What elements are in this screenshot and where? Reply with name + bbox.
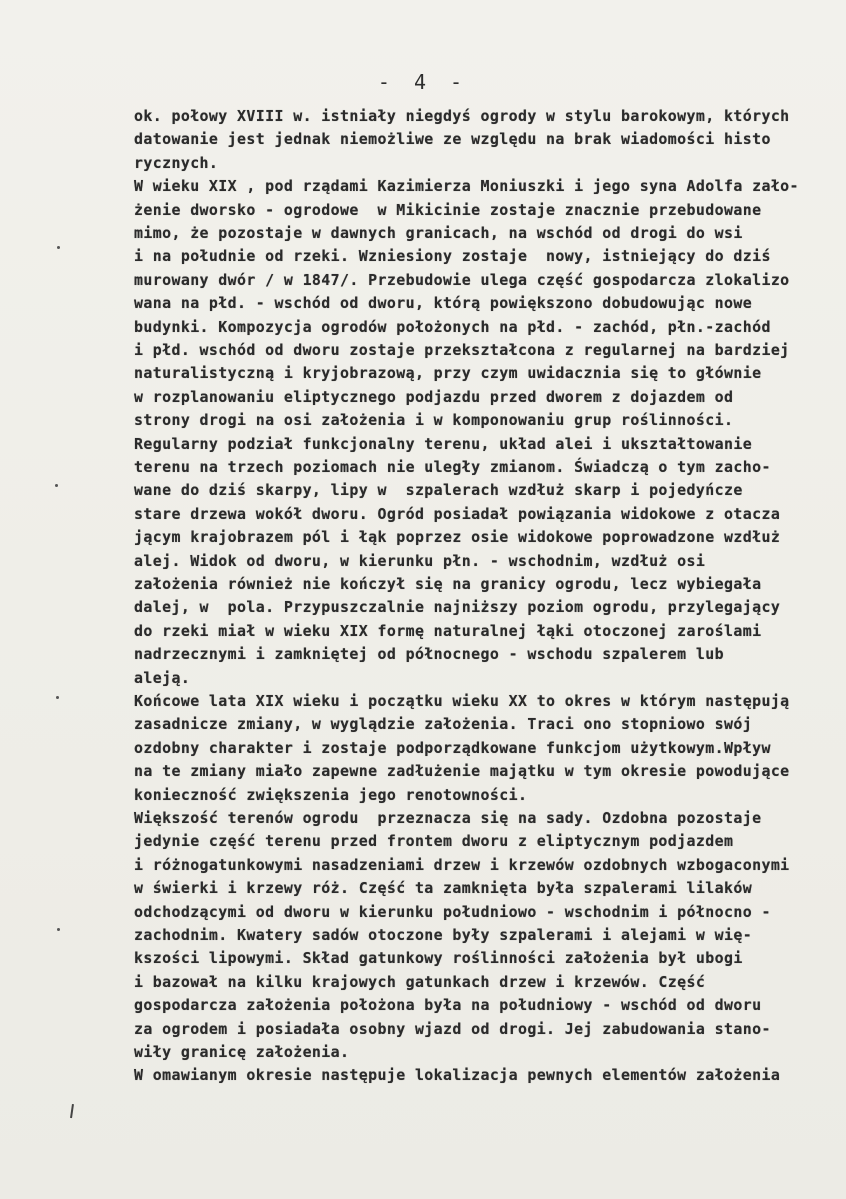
- text-line: strony drogi na osi założenia i w komponowaniu grup roślinności.: [134, 411, 734, 430]
- text-line: jedynie część terenu przed frontem dworu z eliptycznym podjazdem: [134, 832, 734, 851]
- text-line: dalej, w pola. Przypuszczalnie najniższy poziom ogrodu, przylegający: [134, 598, 781, 617]
- text-line: odchodzącymi od dworu w kierunku południowo - wschodnim i północno -: [134, 902, 771, 921]
- text-line: naturalistyczną i kryjobrazową, przy czym uwidacznia się to głównie: [134, 364, 762, 383]
- text-line: i różnogatunkowymi nasadzeniami drzew i krzewów ozdobnych wzbogaconymi: [134, 855, 790, 874]
- text-line: na te zmiany miało zapewne zadłużenie majątku w tym okresie powodujące: [134, 762, 790, 781]
- margin-dot: [56, 696, 59, 699]
- text-line: alej. Widok od dworu, w kierunku płn. - wschodnim, wzdłuż osi: [134, 551, 706, 570]
- text-line: zasadnicze zmiany, w wyglądzie założenia. Traci ono stopniowo swój: [134, 715, 753, 734]
- text-line: wana na płd. - wschód od dworu, którą powiększono dobudowując nowe: [134, 294, 753, 313]
- text-line: gospodarcza założenia położona była na południowy - wschód od dworu: [134, 996, 762, 1015]
- text-line: stare drzewa wokół dworu. Ogród posiadał powiązania widokowe z otacza: [134, 504, 781, 523]
- text-line: terenu na trzech poziomach nie uległy zmianom. Świadczą o tym zacho-: [134, 458, 771, 476]
- page-number: - 4 -: [377, 70, 469, 94]
- text-line: zachodnim. Kwatery sadów otoczone były szpalerami i alejami w wię-: [134, 926, 753, 944]
- text-line: wane do dziś skarpy, lipy w szpalerach wzdłuż skarp i pojedyńcze: [134, 481, 743, 500]
- text-line: ok. połowy XVIII w. istniały niegdyś ogrody w stylu barokowym, których: [134, 107, 790, 125]
- text-line: Większość terenów ogrodu przeznacza się na sady. Ozdobna pozostaje: [134, 809, 762, 827]
- text-line: aleją.: [134, 668, 191, 687]
- text-line: Końcowe lata XIX wieku i początku wieku XX to okres w którym następują: [134, 692, 790, 710]
- text-line: za ogrodem i posiadała osobny wjazd od drogi. Jej zabudowania stano-: [134, 1019, 771, 1038]
- text-line: mimo, że pozostaje w dawnych granicach, na wschód od drogi do wsi: [134, 224, 743, 242]
- text-line: kszości lipowymi. Skład gatunkowy roślinności założenia był ubogi: [134, 949, 743, 968]
- text-line: rycznych.: [134, 153, 219, 172]
- text-line: i płd. wschód od dworu zostaje przekształcona z regularnej na bardziej: [134, 341, 790, 359]
- text-line: budynki. Kompozycja ogrodów położonych na płd. - zachód, płn.-zachód: [134, 317, 771, 336]
- text-line: i bazował na kilku krajowych gatunkach drzew i krzewów. Część: [134, 972, 706, 991]
- text-line: nadrzecznymi i zamkniętej od północnego - wschodu szpalerem lub: [134, 645, 724, 664]
- text-line: datowanie jest jednak niemożliwe ze względu na brak wiadomości histo: [134, 130, 771, 149]
- text-line: jącym krajobrazem pól i łąk poprzez osie widokowe poprowadzone wzdłuż: [134, 528, 781, 547]
- margin-dot: [57, 246, 60, 249]
- text-line: do rzeki miał w wieku XIX formę naturalnej łąki otoczonej zaroślami: [134, 621, 762, 640]
- text-line: w rozplanowaniu eliptycznego podjazdu przed dworem z dojazdem od: [134, 387, 734, 406]
- text-line: W wieku XIX , pod rządami Kazimierza Moniuszki i jego syna Adolfa zało-: [134, 177, 799, 196]
- text-line: wiły granicę założenia.: [134, 1043, 350, 1061]
- text-line: murowany dwór / w 1847/. Przebudowie ulega część gospodarcza zlokalizo: [134, 270, 790, 289]
- text-line: W omawianym okresie następuje lokalizacja pewnych elementów założenia: [134, 1066, 781, 1085]
- text-line: i na południe od rzeki. Wzniesiony zostaje nowy, istniejący do dziś: [134, 247, 771, 266]
- text-line: w świerki i krzewy róż. Część ta zamknięta była szpalerami lilaków: [134, 879, 753, 898]
- text-line: założenia również nie kończył się na granicy ogrodu, lecz wybiegała: [134, 575, 762, 593]
- margin-dot: [57, 928, 60, 931]
- text-line: ozdobny charakter i zostaje podporządkowane funkcjom użytkowym.Wpływ: [134, 738, 771, 757]
- text-line: żenie dworsko - ogrodowe w Mikicinie zostaje znacznie przebudowane: [134, 200, 762, 219]
- text-line: konieczność zwiększenia jego renotowności.: [134, 785, 528, 804]
- text-line: Regularny podział funkcjonalny terenu, układ alei i ukształtowanie: [134, 434, 753, 453]
- margin-dot: [55, 484, 58, 487]
